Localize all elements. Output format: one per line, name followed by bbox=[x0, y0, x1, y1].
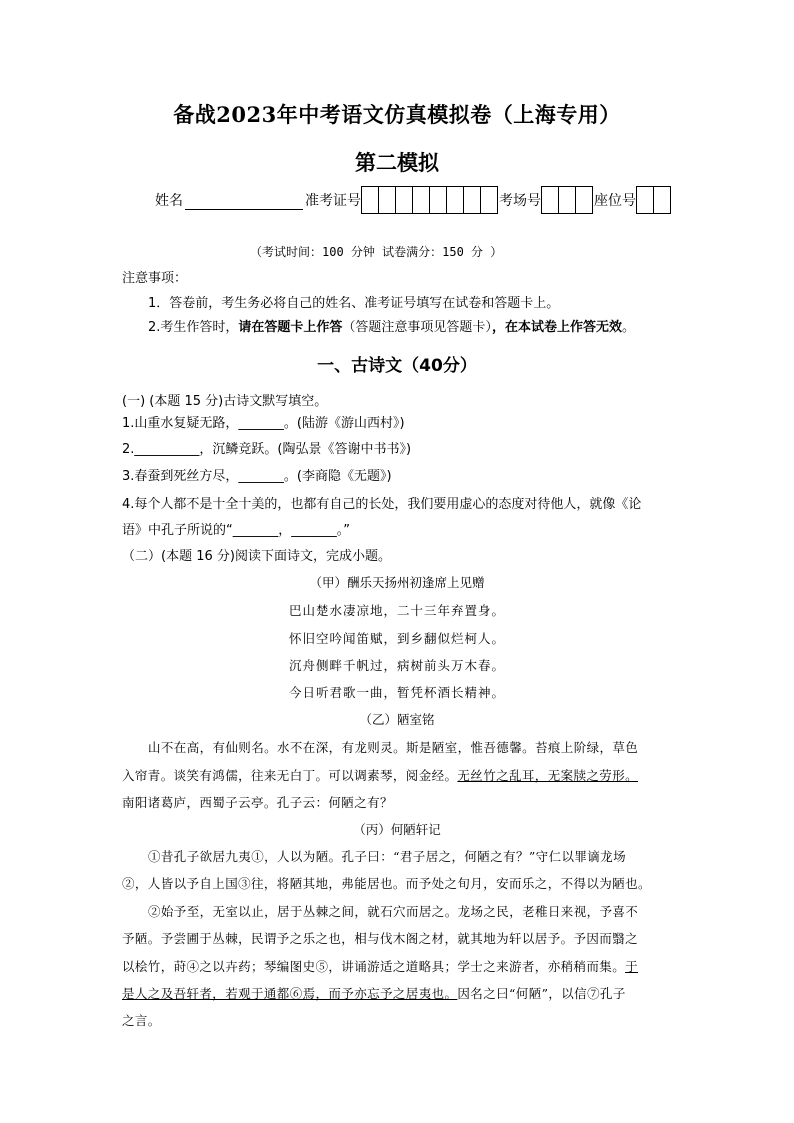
poem-jia-title: （甲）酬乐天扬州初逢席上见赠 bbox=[309, 575, 485, 590]
text-bing-line-4: 予陋。予尝圃于丛棘，民谓予之乐之也，相与伐木阁之材，就其地为轩以居予。予因而翳之 bbox=[122, 931, 639, 946]
notes-heading: 注意事项： bbox=[122, 271, 188, 286]
exam-number-boxes[interactable] bbox=[362, 186, 498, 214]
part2-heading: （二）(本题 16 分)阅读下面诗文，完成小题。 bbox=[122, 549, 391, 564]
note-item-2 bbox=[148, 316, 635, 335]
digit-box[interactable] bbox=[480, 186, 498, 214]
digit-box[interactable] bbox=[636, 186, 654, 214]
text-bing-line-6 bbox=[122, 984, 626, 1002]
text-yi-line-2 bbox=[122, 766, 638, 784]
exam-room-label: 考场号 bbox=[499, 193, 541, 209]
page-title: 备战2023年中考语文仿真模拟卷（上海专用） bbox=[173, 102, 621, 127]
poem-jia-line: 巴山楚水凄凉地，二十三年弃置身。 bbox=[288, 603, 505, 618]
digit-box[interactable] bbox=[558, 186, 576, 214]
text-yi-title: （乙）陋室铭 bbox=[359, 712, 435, 727]
note-item-1: 1．答卷前，考生务必将自己的姓名、准考证号填写在试卷和答题卡上。 bbox=[148, 296, 560, 311]
question-2: 2.__________，沉鳞竞跃。(陶弘景《答谢中书书》) bbox=[122, 442, 412, 457]
name-field[interactable] bbox=[185, 191, 303, 210]
section-heading-classical: 一、古诗文（40分） bbox=[317, 356, 477, 376]
digit-box[interactable] bbox=[412, 186, 430, 214]
text-yi-line-3: 南阳诸葛庐，西蜀子云亭。孔子云：何陋之有？ bbox=[122, 795, 393, 810]
text-bing-line-3: ②始予至，无室以止，居于丛棘之间，就石穴而居之。龙场之民，老稚日来视，予喜不 bbox=[148, 904, 639, 919]
name-label: 姓名 bbox=[155, 193, 183, 209]
digit-box[interactable] bbox=[429, 186, 447, 214]
exam-room-boxes[interactable] bbox=[542, 186, 593, 214]
text-bing-line-5 bbox=[122, 957, 638, 975]
exam-number-label: 准考证号 bbox=[305, 193, 361, 209]
note-item-2-e: 。 bbox=[621, 320, 635, 335]
question-4-line-2: 语》中孔子所说的“_______，_______。” bbox=[122, 523, 350, 538]
note-item-2-a: 2.考生作答时， bbox=[148, 320, 239, 335]
text-bing-line-6-plain: 因名之曰“何陋”，以信⑦孔子 bbox=[457, 986, 626, 1001]
text-bing-title: （丙）何陋轩记 bbox=[353, 822, 441, 837]
text-bing-line-5-plain: 以桧竹，莳④之以卉药；琴编图史⑤，讲诵游适之道略具；学士之来游者，亦稍稍而集。 bbox=[122, 959, 626, 974]
poem-jia-line: 怀旧空吟闻笛赋，到乡翻似烂柯人。 bbox=[288, 631, 505, 646]
question-3: 3.春蚕到死丝方尽，_______。(李商隐《无题》) bbox=[122, 469, 392, 484]
text-bing-line-2: ②，人皆以予自上国③往，将陋其地，弗能居也。而予处之旬月，安而乐之，不得以为陋也。 bbox=[122, 876, 651, 891]
digit-box[interactable] bbox=[395, 186, 413, 214]
digit-box[interactable] bbox=[463, 186, 481, 214]
text-bing-line-7: 之言。 bbox=[122, 1013, 161, 1028]
text-bing-underlined-start: 于 bbox=[625, 959, 639, 974]
text-yi-line-1: 山不在高，有仙则名。水不在深，有龙则灵。斯是陋室，惟吾德馨。苔痕上阶绿，草色 bbox=[148, 740, 639, 755]
poem-jia-line: 今日听君歌一曲，暂凭杯酒长精神。 bbox=[288, 685, 505, 700]
text-yi-line-2-plain: 入帘青。谈笑有鸿儒，往来无白丁。可以调素琴，阅金经。 bbox=[122, 768, 458, 783]
digit-box[interactable] bbox=[653, 186, 671, 214]
question-4-line-1: 4.每个人都不是十全十美的，也都有自己的长处，我们要用虚心的态度对待他人，就像《论 bbox=[122, 497, 642, 512]
text-bing-line-1: ①昔孔子欲居九夷①，人以为陋。孔子曰：“君子居之，何陋之有？”守仁以罪谪龙场 bbox=[148, 849, 626, 864]
page-subtitle: 第二模拟 bbox=[355, 150, 439, 175]
digit-box[interactable] bbox=[446, 186, 464, 214]
exam-time-info: （考试时间：100 分钟 试卷满分：150 分 ） bbox=[250, 245, 503, 259]
seat-label: 座位号 bbox=[594, 193, 636, 209]
text-bing-underlined-sentence: 是人之及吾轩者，若观于通都⑥焉，而予亦忘予之居夷也。 bbox=[122, 986, 458, 1001]
seat-boxes[interactable] bbox=[637, 186, 671, 214]
note-item-2-d: ，在本试卷上作答无效 bbox=[491, 320, 622, 335]
note-item-2-b: 请在答题卡上作答 bbox=[238, 320, 343, 335]
text-yi-underlined-sentence: 无丝竹之乱耳，无案牍之劳形。 bbox=[457, 768, 639, 783]
digit-box[interactable] bbox=[575, 186, 593, 214]
note-item-2-c: （答题注意事项见答题卡） bbox=[342, 320, 492, 335]
poem-jia-line: 沉舟侧畔千帆过，病树前头万木春。 bbox=[288, 658, 505, 673]
question-1: 1.山重水复疑无路，_______。(陆游《游山西村》) bbox=[122, 416, 405, 431]
digit-box[interactable] bbox=[541, 186, 559, 214]
candidate-info-row bbox=[155, 186, 672, 214]
part1-heading: (一) (本题 15 分)古诗文默写填空。 bbox=[122, 394, 328, 409]
digit-box[interactable] bbox=[361, 186, 379, 214]
digit-box[interactable] bbox=[378, 186, 396, 214]
